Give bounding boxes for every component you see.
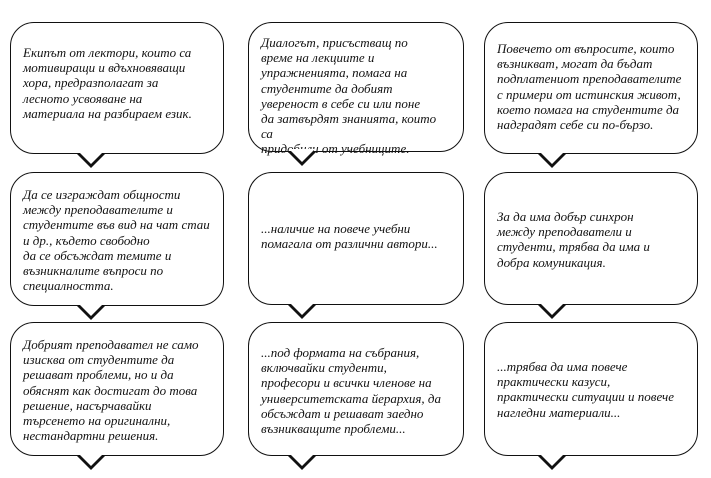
bubble-text: ...под формата на събрания, включвайки студенти, професори и всички членове на университетската йерархия, да обсъждат и решават заедно възникващите проблеми... — [261, 345, 442, 437]
bubble-text: Добрият преподавател не само изисква от студентите да решават проблеми, но и да обяснят как достигат до това решение, насърчавайки търсенето на оригинални, нестандартни решения. — [23, 337, 199, 444]
bubble-text: Диалогът, присъстващ по време на лекциите и упражненията, помага на студентите да добият увереност в себе си или поне да затвърдят знанията, които са придобили от учебниците. — [261, 35, 437, 157]
speech-bubble-1 — [10, 22, 224, 154]
bubble-tail — [537, 304, 567, 319]
bubble-text: ...наличие на повече учебни помагала от различни автори... — [261, 221, 438, 252]
speech-bubble-8 — [248, 322, 464, 456]
bubble-text: ...трябва да има повече практически казуси, практически ситуации и повече нагледни материали... — [497, 359, 675, 420]
bubble-tail — [76, 455, 106, 470]
speech-bubble-9 — [484, 322, 698, 456]
bubble-tail — [76, 153, 106, 168]
bubble-tail — [287, 455, 317, 470]
speech-bubble-3 — [484, 22, 698, 154]
bubble-tail — [537, 153, 567, 168]
speech-bubble-6 — [484, 172, 698, 305]
bubble-text: Да се изграждат общности между преподавателите и студентите във вид на чат стаи и др., където свободно да се обсъждат темите и възникналите въпроси по специалността. — [23, 187, 210, 294]
bubble-tail — [537, 455, 567, 470]
speech-bubble-5 — [248, 172, 464, 305]
speech-bubble-4 — [10, 172, 224, 306]
bubble-text: Екипът от лектори, които са мотивиращи и вдъхновяващи хора, предразполагат за лесното усвояване на материала на разбираем език. — [23, 45, 192, 121]
bubble-tail — [287, 151, 317, 166]
bubble-text: Повечето от въпросите, които възникват, могат да бъдат подплатениот преподавателите с примери от истинския живот, което помага на студентите да надградят себе си по-бързо. — [497, 41, 682, 133]
speech-bubble-2 — [248, 22, 464, 157]
bubble-tail — [287, 304, 317, 319]
bubble-tail — [76, 305, 106, 320]
speech-bubble-7 — [10, 322, 224, 456]
bubble-text: За да има добър синхрон между преподаватели и студенти, трябва да има и добра комуникация. — [497, 209, 650, 270]
